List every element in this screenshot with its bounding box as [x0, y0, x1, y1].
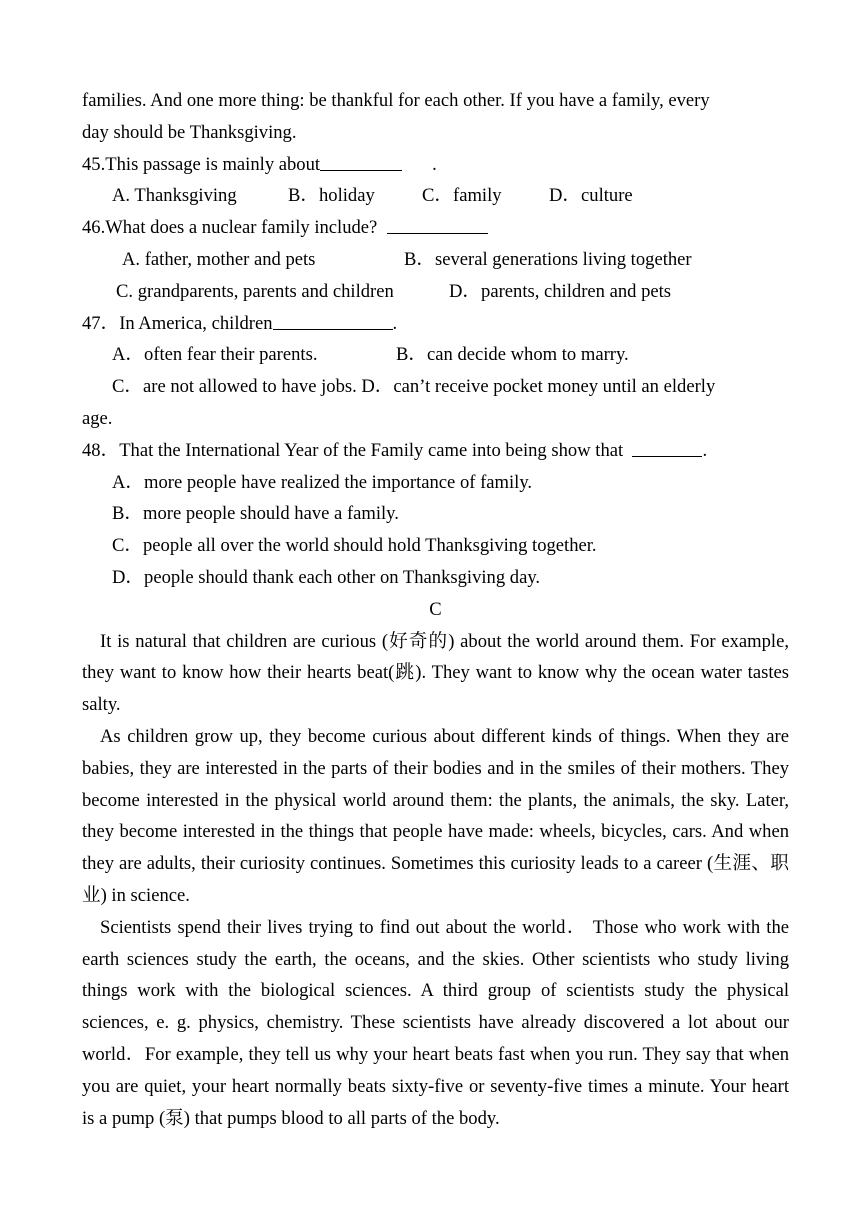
question-46	[82, 212, 789, 244]
option-a: A．more people have realized the importance of family.	[112, 471, 533, 493]
option-b: B．can decide whom to marry.	[396, 344, 629, 366]
passage-paragraph: As children grow up, they become curious about different kinds of things. When they are babies, they are interested in the parts of their bodies and in the smiles of their mothers. They become interested in the physical world around them: the plants, the animals, the sky. Later, they become interested in the things that people have made: wheels, bicycles, cars. And when they are adults, their curiosity continues. Sometimes this curiosity leads to a career (生涯、职业) in science.	[82, 725, 789, 906]
passage-paragraph: Scientists spend their lives trying to find out about the world． Those who work with the earth sciences study the earth, the oceans, and the skies. Other scientists who study living things work with the biological sciences. A third group of scientists study the physical sciences, e. g. physics, chemistry. These scientists have already discovered a lot about our world．For example, they tell us why your heart beats fast when you run. They say that when you are quiet, your heart normally beats sixty-five or seventy-five times a minute. Your heart is a pump (泵) that pumps blood to all parts of the body.	[82, 916, 789, 1129]
option-d: D．culture	[549, 185, 633, 207]
option-c: C．people all over the world should hold Thanksgiving together.	[112, 535, 597, 557]
question-48	[82, 435, 789, 467]
option-b: B．more people should have a family.	[112, 503, 399, 525]
option-a: A. Thanksgiving	[112, 185, 237, 207]
answer-blank	[387, 215, 488, 234]
passage-line: day should be Thanksgiving.	[82, 121, 297, 143]
question-stem: 45.This passage is mainly about	[82, 153, 321, 175]
q47-options-ab	[82, 339, 789, 371]
q46-options-ab	[82, 244, 789, 276]
question-tail: .	[702, 439, 708, 461]
option-a: A．often fear their parents.	[112, 344, 318, 366]
option-d: D．people should thank each other on Thanksgiving day.	[112, 566, 541, 588]
passage-line: families. And one more thing: be thankful for each other. If you have a family, every	[82, 90, 710, 111]
q45-options	[82, 180, 789, 212]
option-d: D．parents, children and pets	[449, 280, 672, 302]
answer-blank	[632, 438, 702, 457]
q46-options-cd	[82, 276, 789, 308]
option-cd: C．are not allowed to have jobs. D．can’t receive pocket money until an elderly	[112, 376, 716, 398]
question-47	[82, 308, 789, 340]
q47-options-cd-cont: age.	[82, 407, 113, 429]
question-stem: 47．In America, children	[82, 312, 273, 334]
q47-options-cd	[82, 371, 789, 403]
answer-blank	[320, 152, 402, 171]
option-c: C. grandparents, parents and children	[116, 280, 394, 302]
option-c: C．family	[422, 185, 502, 207]
question-stem: 48．That the International Year of the Family came into being show that	[82, 439, 624, 461]
option-b: B．holiday	[288, 185, 375, 207]
question-tail: .	[432, 153, 437, 175]
question-stem: 46.What does a nuclear family include?	[82, 217, 378, 239]
option-a: A. father, mother and pets	[122, 248, 316, 270]
option-b: B．several generations living together	[404, 248, 692, 270]
document-page	[82, 85, 789, 1134]
question-45	[82, 149, 789, 181]
passage-paragraph: It is natural that children are curious (好奇的) about the world around them. For example, they want to know how their hearts beat(跳). They want to know why the ocean water tastes salty.	[82, 630, 789, 716]
answer-blank	[273, 311, 393, 330]
section-heading: C	[429, 598, 442, 620]
question-tail: .	[392, 312, 398, 334]
